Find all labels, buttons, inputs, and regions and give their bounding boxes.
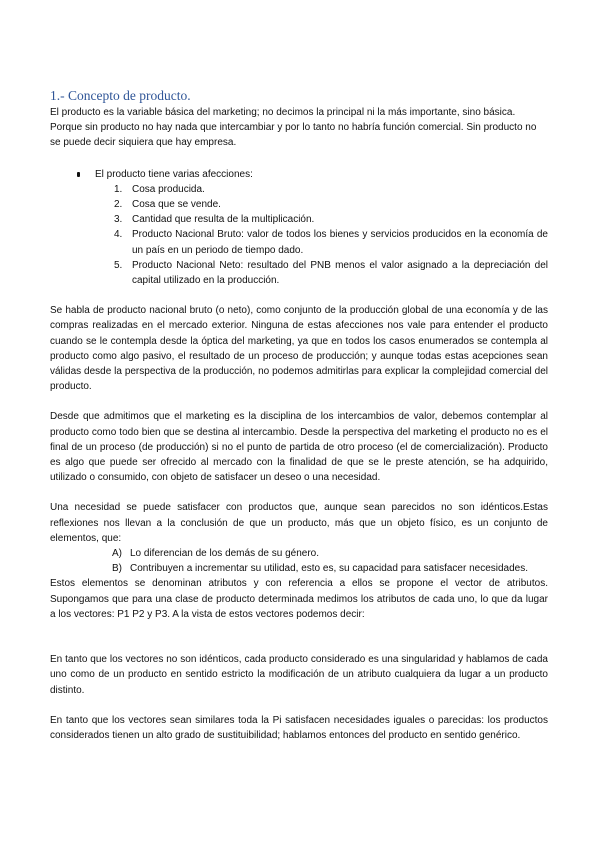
numbered-item <box>50 212 548 227</box>
item-text: Producto Nacional Bruto: valor de todos los bienes y servicios producidos en la economía de un país en un periodo de tiempo dado. <box>132 229 548 256</box>
bullet-icon <box>77 172 80 177</box>
item-text: Cosa que se vende. <box>132 199 221 211</box>
afecciones-list <box>50 167 548 289</box>
item-letter: B) <box>112 563 122 575</box>
marketing-paragraph: Desde que admitimos que el marketing es la disciplina de los intercambios de valor, debemos contemplar al producto como todo bien que se destina al intercambio. Desde la perspectiva del marketing el producto no es el final de un proceso (de producción) si no el punto de partida de otro proceso (el de comercialización). Producto es algo que puede ser ofrecido al mercado con la finalidad de que se le preste atención, se ha adquirido, utilizado o consumido, con objeto de satisfacer un deseo o una necesidad. <box>50 411 548 484</box>
numbered-item <box>50 197 548 212</box>
spacer <box>50 637 548 652</box>
spacer <box>50 394 548 409</box>
lettered-item <box>50 546 548 561</box>
numbered-list <box>50 182 548 288</box>
item-number: 1. <box>114 183 123 195</box>
item-number: 2. <box>114 199 123 211</box>
item-text: Lo diferencian de los demás de su género. <box>130 548 320 560</box>
bullet-text: El producto tiene varias afecciones: <box>95 168 253 180</box>
item-text: Cosa producida. <box>132 183 205 195</box>
numbered-item <box>50 258 548 288</box>
atributos-paragraph: Estos elementos se denominan atributos y con referencia a ellos se propone el vector de atributos. Supongamos que para una clase de producto determinada medimos los atributos de cada uno, lo que da lugar a los vectores: P1 P2 y P3. A la vista de estos vectores podemos decir: <box>50 578 548 620</box>
necesidad-paragraph: Una necesidad se puede satisfacer con productos que, aunque sean parecidos no son idénticos.Estas reflexiones nos llevan a la conclusión de que un producto, más que un objeto físico, es un conjunto de elementos, que: <box>50 502 548 544</box>
item-number: 3. <box>114 214 123 226</box>
item-number: 4. <box>114 229 123 241</box>
item-text: Cantidad que resulta de la multiplicación. <box>132 214 315 226</box>
lettered-list <box>50 546 548 576</box>
numbered-item <box>50 182 548 197</box>
item-text: Producto Nacional Neto: resultado del PNB menos el valor asignado a la depreciación del capital utilizado en la producción. <box>132 259 548 287</box>
pnb-paragraph: Se habla de producto nacional bruto (o neto), como conjunto de la producción global de una economía y de las compras realizadas en el mercado exterior. Ninguna de estas afecciones nos vale para entender el producto cuando se le contempla desde la óptica del marketing, ya que en todos los casos enumerados se contempla al producto como algo pasivo, el resultado de un proceso de producción; y aunque todas estas acepciones sean válidas desde la perspectiva de la producción, no podemos admitirlas para explicar la complejidad comercial del producto. <box>50 305 548 393</box>
spacer <box>50 485 548 500</box>
page-content <box>50 88 548 743</box>
section-heading: 1.- Concepto de producto. <box>50 88 191 103</box>
item-text: Contribuyen a incrementar su utilidad, esto es, su capacidad para satisfacer necesidades. <box>130 563 529 575</box>
lettered-item <box>50 561 548 576</box>
intro-paragraph: El producto es la variable básica del marketing; no decimos la principal ni la más importante, sino básica. Porque sin producto no hay nada que intercambiar y por lo tanto no habría función comercial. Sin producto no se puede decir siquiera que hay empresa. <box>50 107 537 149</box>
generico-paragraph: En tanto que los vectores sean similares toda la Pi satisfacen necesidades iguales o parecidas: los productos considerados tienen un alto grado de sustituibilidad; hablamos entonces del producto en sentido genérico. <box>50 714 548 741</box>
bullet-item <box>50 167 548 182</box>
spacer <box>50 288 548 303</box>
numbered-item <box>50 227 548 257</box>
vectores-paragraph: En tanto que los vectores no son idénticos, cada producto considerado es una singularidad y hablamos de cada uno como de un producto en sentido estricto la modificación de un atributo cualquiera da lugar a un producto distinto. <box>50 654 548 696</box>
spacer <box>50 698 548 713</box>
item-number: 5. <box>114 259 123 271</box>
item-letter: A) <box>112 548 122 560</box>
spacer <box>50 622 548 637</box>
